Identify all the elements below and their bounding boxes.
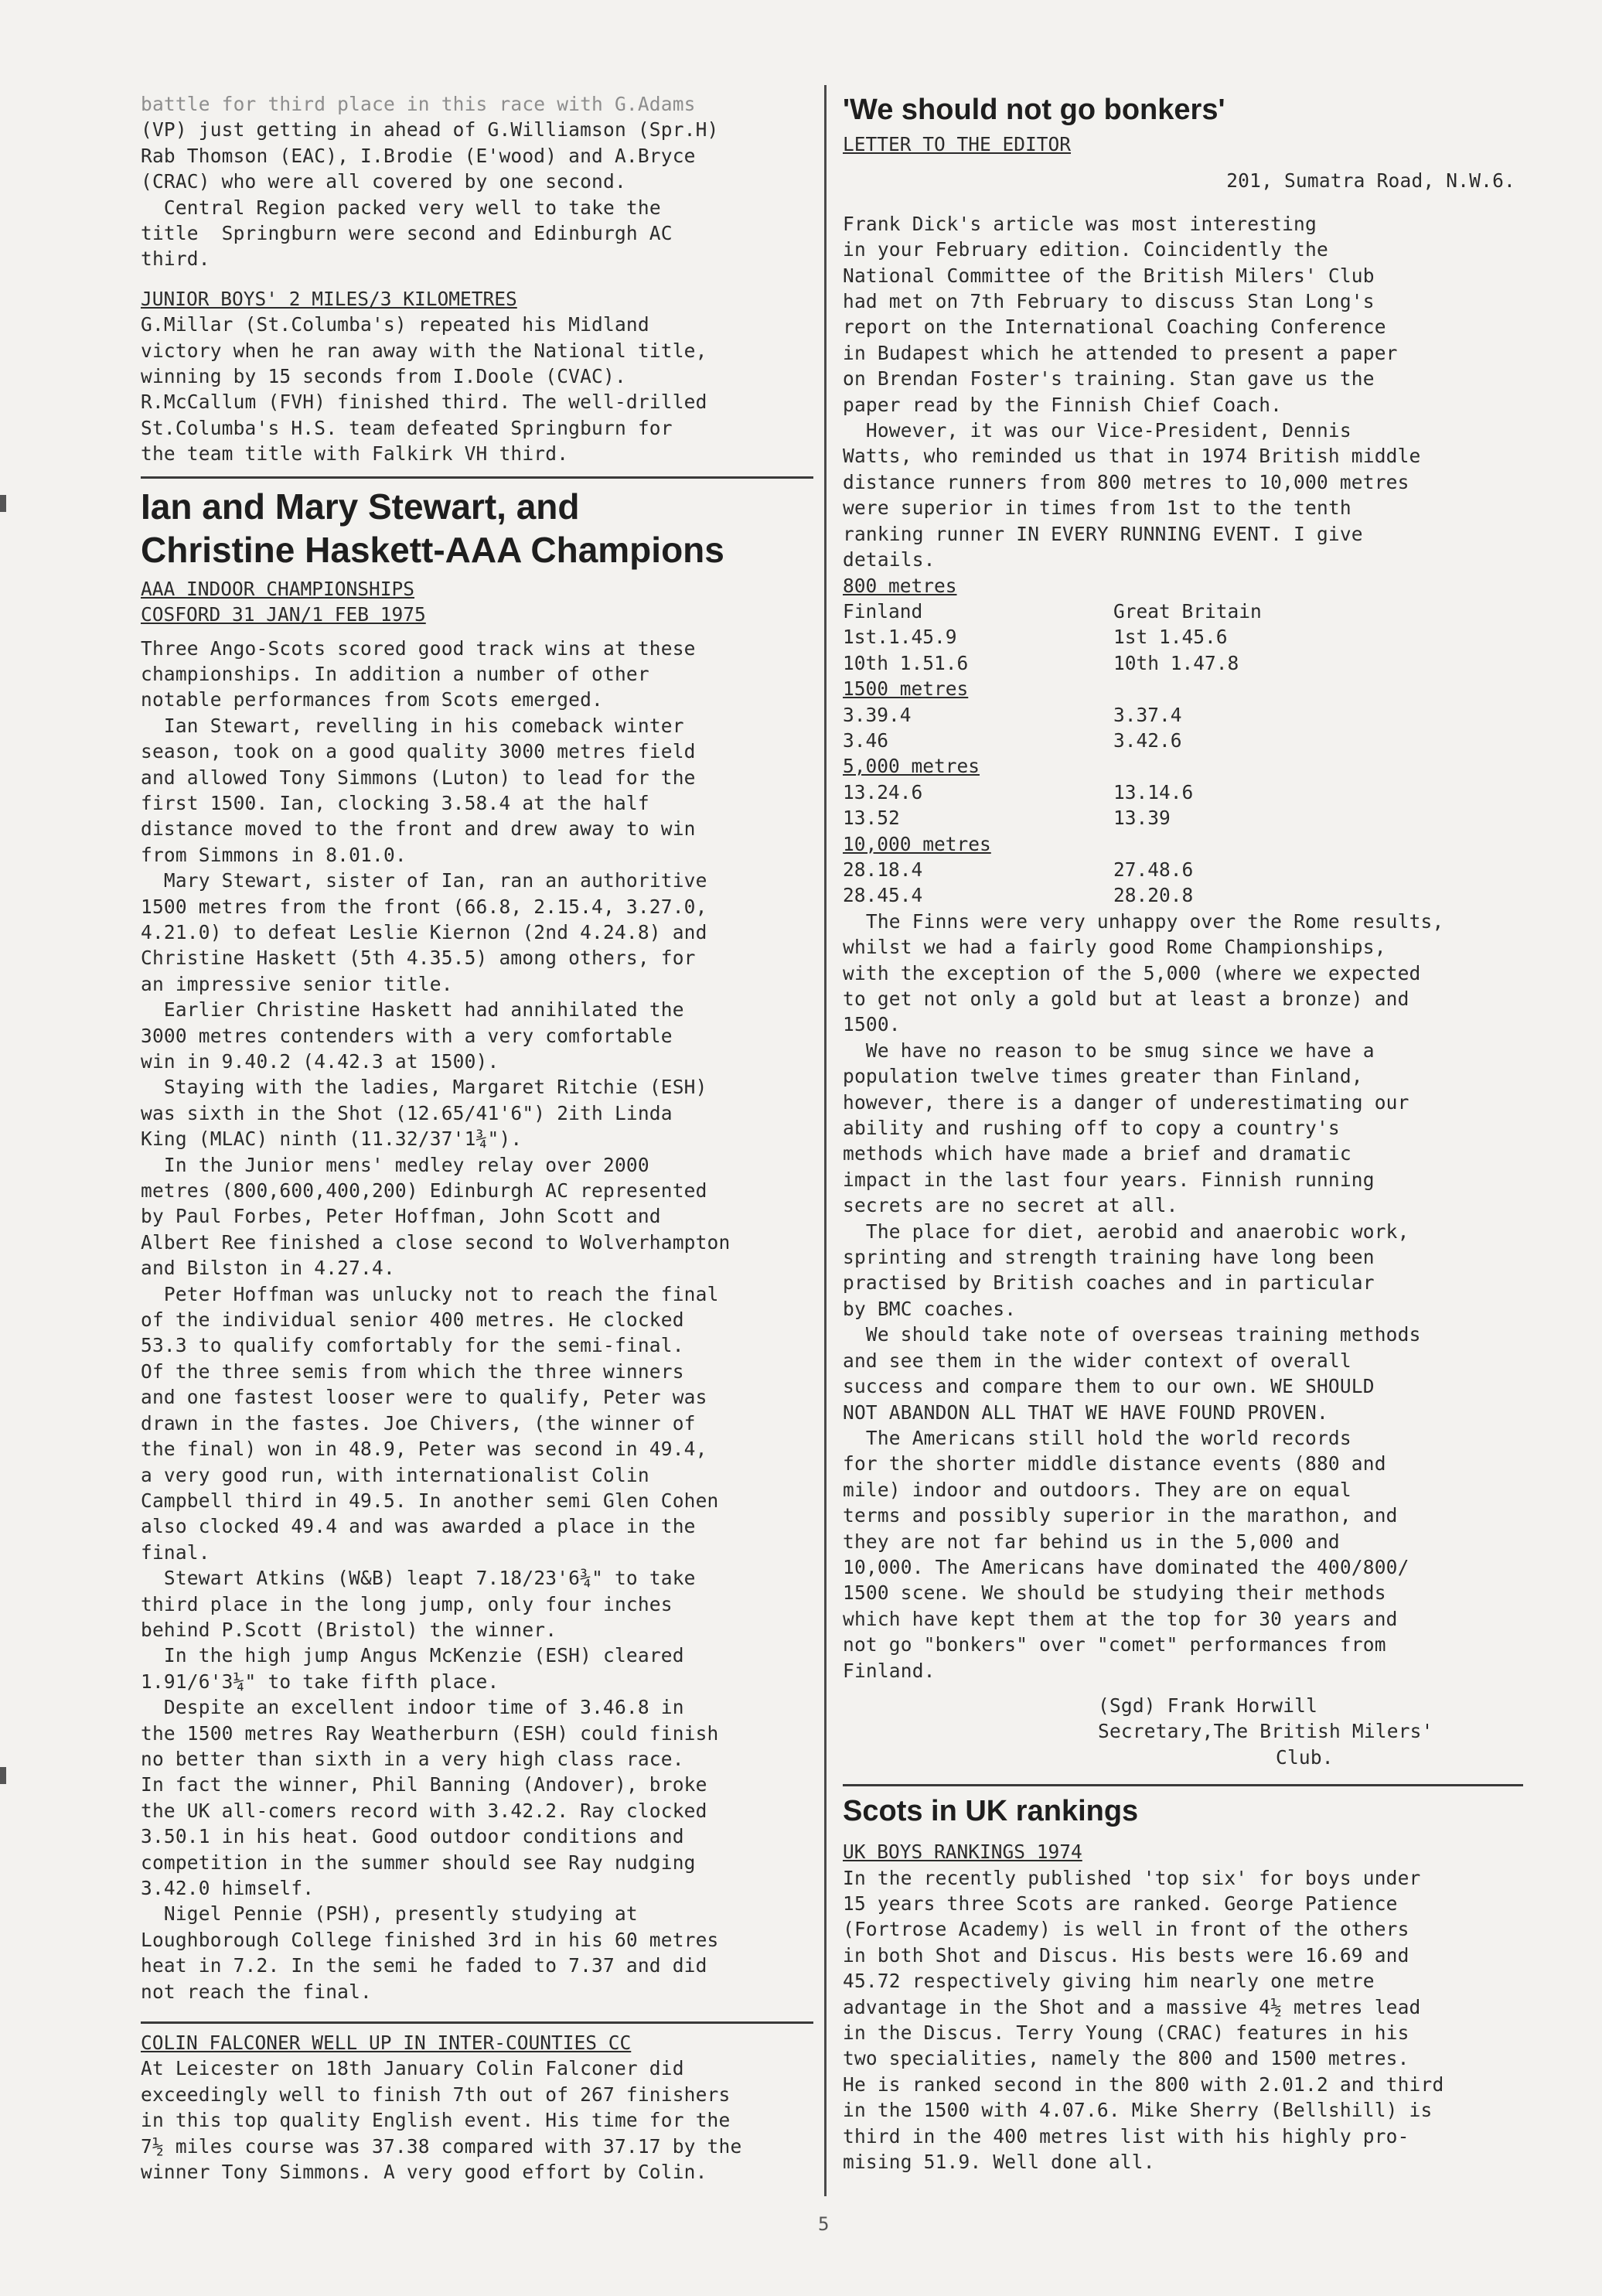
intro-line: third. [141,247,210,271]
article-line: season, took on a good quality 3000 metres field [141,740,696,763]
article-line: exceedingly well to finish 7th out of 267 finishers [141,2083,731,2106]
article-line: Frank Dick's article was most interesting [843,212,1317,235]
article-line: 3000 metres contenders with a very comfortable [141,1024,673,1047]
article-line: were superior in times from 1st to the tenth [843,496,1351,520]
article-line: in the Discus. Terry Young (CRAC) features in his [843,2021,1409,2045]
event-heading: 1500 metres [843,677,969,701]
article-line: first 1500. Ian, clocking 3.58.4 at the half [141,791,649,814]
event-heading: 800 metres [843,574,957,597]
article-line: and see them in the wider context of overall [843,1349,1351,1372]
letter-signature [843,1693,1523,1770]
time-cell: 3.42.6 [1113,728,1182,752]
article-line: In the Junior mens' medley relay over 2000 [141,1153,649,1176]
article-line: 3.42.0 himself. [141,1877,315,1899]
article-line: from Simmons in 8.01.0. [141,843,407,866]
article-line: sprinting and strength training have long been [843,1246,1375,1269]
article-line: Three Ango-Scots scored good track wins at these [141,636,696,660]
letter-subheading: LETTER TO THE EDITOR [843,133,1072,155]
letter-body [843,211,1523,573]
article-line: the 1500 metres Ray Weatherburn (ESH) could finish [141,1721,719,1745]
article-line: ability and rushing off to copy a country's [843,1117,1340,1140]
article-line: in both Shot and Discus. His bests were 16.69 and [843,1943,1409,1967]
article-line: ranking runner IN EVERY RUNNING EVENT. I give [843,522,1363,545]
times-table [843,573,1262,909]
article-line: In the high jump Angus McKenzie (ESH) cleared [141,1644,684,1667]
article-line: 1500 scene. We should be studying their methods [843,1581,1386,1605]
signature-line: Club. [1276,1745,1334,1769]
article-line: King (MLAC) ninth (11.32/37'1¾"). [141,1128,523,1151]
article-line: metres (800,600,400,200) Edinburgh AC represented [141,1179,707,1203]
article-line: not go "bonkers" over "comet" performances from [843,1633,1386,1656]
article-line: however, there is a danger of underestimating our [843,1090,1409,1114]
article-line: the final) won in 48.9, Peter was second in 49.4, [141,1438,707,1461]
time-cell: 10th 1.47.8 [1113,651,1239,674]
time-cell: 13.24.6 [843,780,923,803]
rankings-headline: Scots in UK rankings [843,1795,1139,1828]
time-cell: 3.46 [843,728,889,752]
article-line: distance moved to the front and drew away to win [141,817,696,841]
article-line: of the individual senior 400 metres. He clocked [141,1308,684,1332]
article-line: In fact the winner, Phil Banning (Andover), broke [141,1773,707,1796]
junior-boys-article [141,312,813,466]
article-line: 10,000. The Americans have dominated the 400/800/ [843,1555,1409,1578]
article-line: 1.91/6'3¼" to take fifth place. [141,1670,499,1693]
article-line: mising 51.9. Well done all. [843,2151,1155,2174]
article-line: 7½ miles course was 37.38 compared with 37.17 by the [141,2134,742,2158]
time-cell: 28.20.8 [1113,884,1194,907]
falconer-heading: COLIN FALCONER WELL UP IN INTER-COUNTIES CC [141,2032,632,2055]
article-line: The Americans still hold the world records [843,1426,1351,1449]
junior-boys-heading: JUNIOR BOYS' 2 MILES/3 KILOMETRES [141,287,517,310]
article-line: was sixth in the Shot (12.65/41'6") 2ith Linda [141,1101,673,1124]
article-line: details. [843,548,936,571]
article-line: winning by 15 seconds from I.Doole (CVAC). [141,365,626,388]
article-line: (Fortrose Academy) is well in front of the others [843,1918,1409,1941]
time-cell: 10th 1.51.6 [843,651,969,674]
intro-line: title Springburn were second and Edinburgh AC [141,222,673,245]
article-line: win in 9.40.2 (4.42.3 at 1500). [141,1050,499,1073]
stewart-headline [141,485,813,571]
article-line: The place for diet, aerobid and anaerobic work, [843,1220,1409,1243]
article-line: Watts, who reminded us that in 1974 British middle [843,445,1421,468]
article-line: Earlier Christine Haskett had annihilated the [141,998,684,1022]
article-line: However, it was our Vice-President, Dennis [843,419,1351,442]
article-line: In the recently published 'top six' for boys under [843,1866,1421,1889]
article-line: in Budapest which he attended to present a paper [843,341,1398,364]
article-line: a very good run, with internationalist Colin [141,1463,649,1486]
article-line: practised by British coaches and in particular [843,1271,1375,1295]
article-line: Despite an excellent indoor time of 3.46.8 in [141,1696,684,1719]
rankings-subheading: UK BOYS RANKINGS 1974 [843,1841,1082,1864]
article-line: notable performances from Scots emerged. [141,688,604,711]
article-line: not reach the final. [141,1980,373,2003]
time-cell: 13.39 [1113,807,1171,830]
article-line: victory when he ran away with the National title, [141,339,707,362]
article-line: He is ranked second in the 800 with 2.01.2 and third [843,2073,1444,2096]
event-heading: 5,000 metres [843,755,980,778]
column-divider [824,85,827,2196]
time-cell: 28.45.4 [843,884,923,907]
article-line: and one fastest looser were to qualify, Peter was [141,1386,707,1409]
article-line: report on the International Coaching Conference [843,316,1386,339]
article-line: in your February edition. Coincidently the [843,238,1328,261]
article-line: by BMC coaches. [843,1297,1017,1320]
intro-line: Rab Thomson (EAC), I.Brodie (E'wood) and A.Bryce [141,144,696,167]
article-line: R.McCallum (FVH) finished third. The well-drilled [141,391,707,414]
article-line: competition in the summer should see Ray nudging [141,1851,696,1874]
article-line: Nigel Pennie (PSH), presently studying at [141,1902,638,1926]
left-column [141,91,813,2185]
binder-mark [0,1767,6,1784]
article-line: also clocked 49.4 and was awarded a place in the [141,1515,696,1538]
time-cell: 27.48.6 [1113,858,1194,881]
article-line: paper read by the Finnish Chief Coach. [843,393,1283,416]
article-line: secrets are no secret at all. [843,1194,1178,1217]
section-divider [843,1784,1523,1786]
article-line: methods which have made a brief and dramatic [843,1142,1351,1165]
event-heading: 10,000 metres [843,832,991,855]
article-line: which have kept them at the top for 30 years and [843,1607,1398,1630]
signature-line: (Sgd) Frank Horwill [1098,1694,1318,1717]
article-line: NOT ABANDON ALL THAT WE HAVE FOUND PROVEN. [843,1400,1328,1424]
intro-line: Central Region packed very well to take the [141,196,661,219]
article-line: 3.50.1 in his heat. Good outdoor conditions and [141,1825,684,1848]
article-line: two specialities, namely the 800 and 1500 metres. [843,2047,1409,2070]
article-line: Loughborough College finished 3rd in his 60 metres [141,1928,719,1951]
article-line: Albert Ree finished a close second to Wolverhampton [141,1230,731,1254]
article-line: G.Millar (St.Columba's) repeated his Midland [141,313,649,336]
article-line: We should take note of overseas training methods [843,1323,1421,1346]
article-line: Ian Stewart, revelling in his comeback winter [141,714,684,737]
article-line: distance runners from 800 metres to 10,000 metres [843,470,1409,493]
article-line: heat in 7.2. In the semi he faded to 7.37 and did [141,1954,707,1977]
intro-line: (CRAC) who were all covered by one second. [141,170,626,193]
right-column [843,91,1523,2175]
article-line: At Leicester on 18th January Colin Falconer did [141,2057,684,2080]
aaa-subheading: COSFORD 31 JAN/1 FEB 1975 [141,603,426,626]
article-line: winner Tony Simmons. A very good effort by Colin. [141,2161,707,2184]
headline-line: Ian and Mary Stewart, and [141,486,580,527]
article-line: in this top quality English event. His time for the [141,2109,731,2132]
article-line: 45.72 respectively giving him nearly one metre [843,1970,1375,1993]
article-line: The Finns were very unhappy over the Rome results, [843,909,1444,933]
article-line: population twelve times greater than Finland, [843,1065,1363,1088]
article-line: they are not far behind us in the 5,000 and [843,1530,1340,1553]
article-line: for the shorter middle distance events (880 and [843,1452,1386,1476]
article-line: third place in the long jump, only four inches [141,1592,673,1615]
article-line: 53.3 to qualify comfortably for the semi-final. [141,1334,684,1357]
aaa-article [141,636,813,2005]
article-line: advantage in the Shot and a massive 4½ metres lead [843,1995,1421,2018]
time-cell: 3.39.4 [843,703,912,726]
article-line: success and compare them to our own. WE SHOULD [843,1375,1375,1398]
article-line: and allowed Tony Simmons (Luton) to lead for the [141,766,696,789]
rankings-article [843,1865,1523,2175]
intro-line: (VP) just getting in ahead of G.Williamson (Spr.H) [141,118,719,142]
column-header-gb: Great Britain [1113,599,1262,623]
article-line: 1500. [843,1013,901,1036]
time-cell: 1st.1.45.9 [843,626,957,649]
article-line: 15 years three Scots are ranked. George Patience [843,1892,1398,1915]
article-line: Peter Hoffman was unlucky not to reach the final [141,1282,719,1305]
article-line: whilst we had a fairly good Rome Championships, [843,936,1386,959]
time-cell: 3.37.4 [1113,703,1182,726]
letter-address: 201, Sumatra Road, N.W.6. [1226,169,1515,193]
time-cell: 1st 1.45.6 [1113,626,1228,649]
article-line: had met on 7th February to discuss Stan Long's [843,290,1375,313]
time-cell: 13.14.6 [1113,780,1194,803]
section-divider [141,2021,813,2024]
binder-mark [0,495,6,512]
letter-body [843,909,1523,1684]
signature-line: Secretary,The British Milers' [1098,1720,1433,1743]
article-line: Staying with the ladies, Margaret Ritchie (ESH) [141,1076,707,1099]
headline-line: Christine Haskett-AAA Champions [141,529,724,570]
article-line: We have no reason to be smug since we have a [843,1039,1375,1062]
article-line: and Bilston in 4.27.4. [141,1257,395,1280]
intro-line: battle for third place in this race with G.Adams [141,93,696,115]
article-line: 4.21.0) to defeat Leslie Kiernon (2nd 4.24.8) and [141,920,707,943]
column-header-finland: Finland [843,599,923,623]
article-line: Stewart Atkins (W&B) leapt 7.18/23'6¾" to take [141,1567,696,1590]
article-line: on Brendan Foster's training. Stan gave us the [843,367,1375,391]
article-line: Of the three semis from which the three winners [141,1360,684,1383]
article-line: Finland. [843,1659,936,1682]
article-line: in the 1500 with 4.07.6. Mike Sherry (Bellshill) is [843,2099,1433,2122]
article-line: impact in the last four years. Finnish running [843,1168,1375,1191]
section-divider [141,476,813,479]
article-line: to get not only a gold but at least a bronze) and [843,988,1409,1010]
article-line: with the exception of the 5,000 (where we expected [843,961,1421,984]
falconer-article [141,2055,813,2185]
article-line: Campbell third in 49.5. In another semi Glen Cohen [141,1489,719,1512]
article-line: third in the 400 metres list with his highly pro- [843,2124,1409,2148]
article-line: National Committee of the British Milers' Club [843,264,1375,287]
article-line: the UK all-comers record with 3.42.2. Ray clocked [141,1799,707,1822]
article-line: final. [141,1540,210,1564]
page-number: 5 [818,2213,830,2235]
article-line: St.Columba's H.S. team defeated Springburn for [141,416,673,439]
article-line: terms and possibly superior in the marathon, and [843,1504,1398,1527]
article-line: drawn in the fastes. Joe Chivers, (the winner of [141,1411,696,1435]
article-line: the team title with Falkirk VH third. [141,442,569,466]
article-line: Christine Haskett (5th 4.35.5) among others, for [141,947,696,970]
letter-headline: 'We should not go bonkers' [843,94,1225,126]
aaa-subheading: AAA INDOOR CHAMPIONSHIPS [141,577,415,600]
time-cell: 13.52 [843,807,900,830]
article-line: Mary Stewart, sister of Ian, ran an authoritive [141,869,707,892]
article-line: mile) indoor and outdoors. They are on equal [843,1478,1351,1501]
article-line: championships. In addition a number of other [141,662,649,685]
time-cell: 28.18.4 [843,858,923,881]
article-line: 1500 metres from the front (66.8, 2.15.4, 3.27.0, [141,895,707,918]
article-line: by Paul Forbes, Peter Hoffman, John Scott and [141,1205,661,1228]
intro-article [141,91,813,272]
article-line: an impressive senior title. [141,972,453,995]
article-line: behind P.Scott (Bristol) the winner. [141,1618,557,1641]
article-line: no better than sixth in a very high class race. [141,1747,684,1770]
